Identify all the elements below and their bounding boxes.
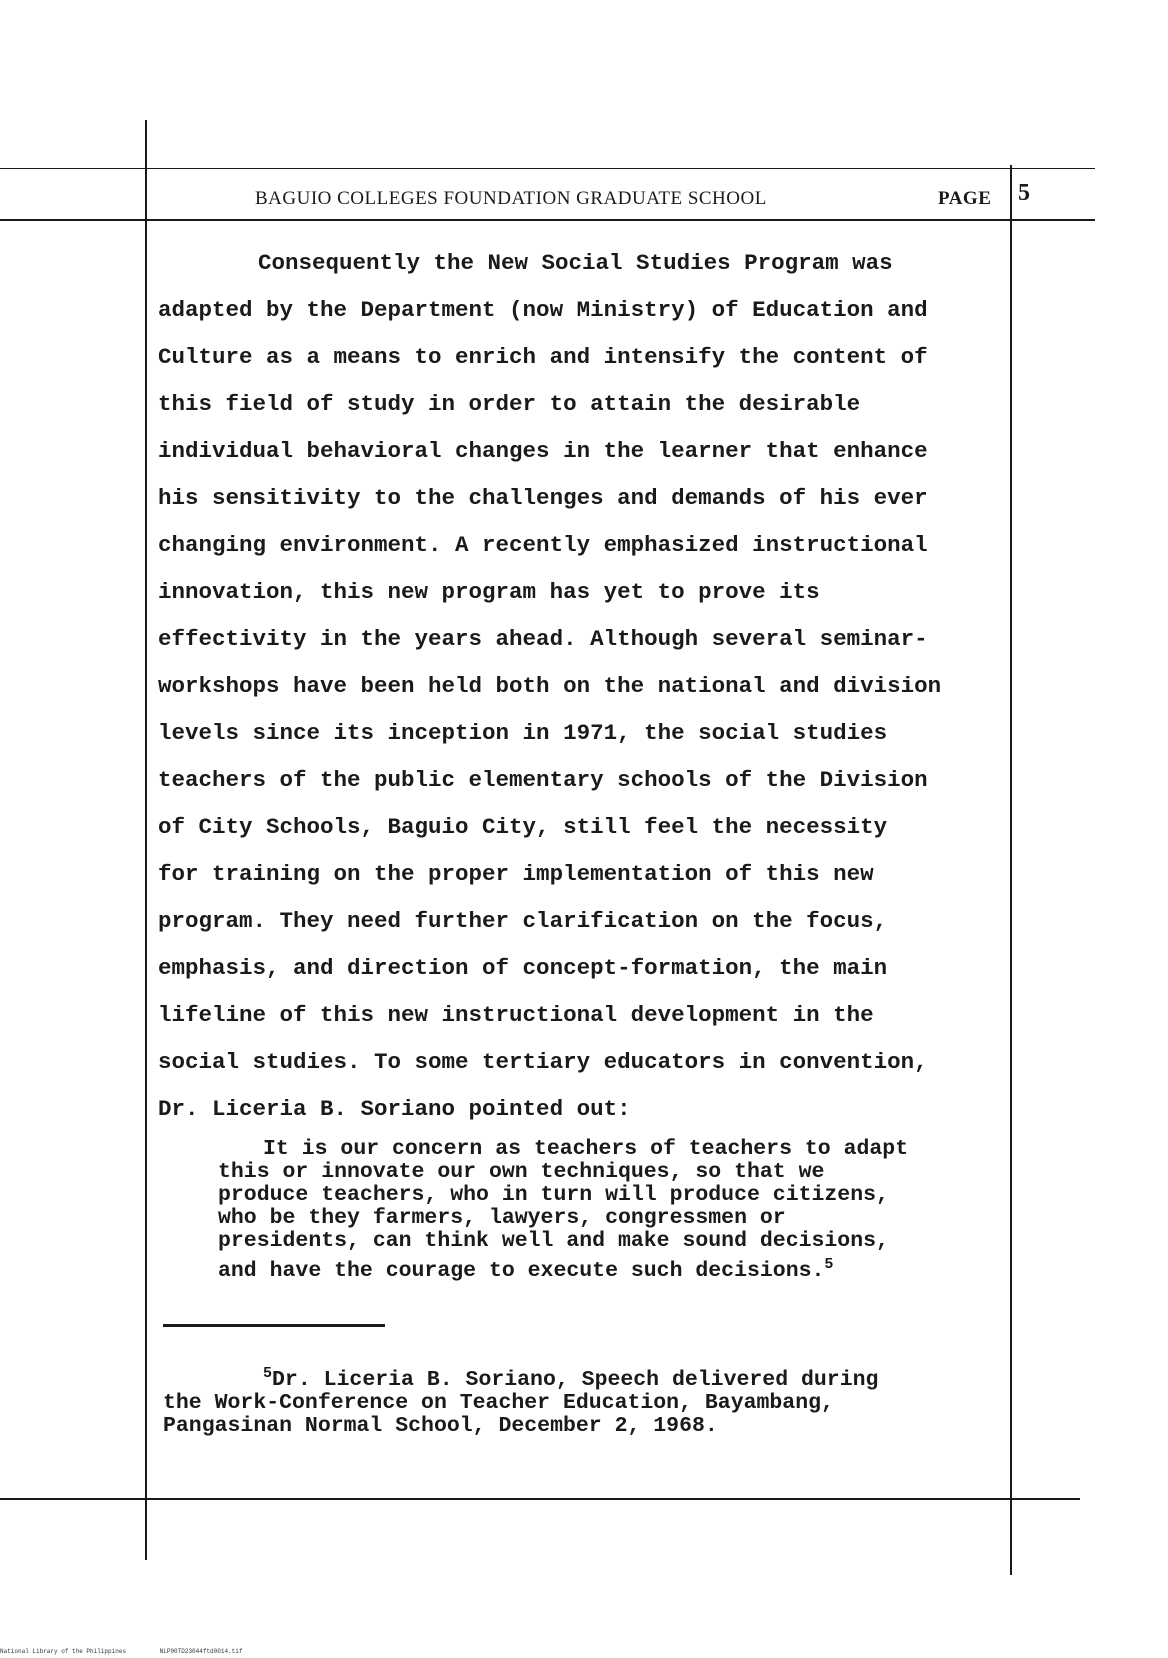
- body-paragraph: [158, 240, 1008, 1133]
- block-quote: [218, 1138, 1008, 1283]
- body-line: changing environment. A recently emphasized instructional: [158, 532, 928, 558]
- library-imprint: National Library of the Philippines: [0, 1648, 127, 1655]
- footnote-reference: 5: [824, 1256, 834, 1273]
- scan-imprint: [0, 1648, 272, 1655]
- page-label: PAGE: [938, 188, 992, 209]
- body-line: program. They need further clarification on the focus,: [158, 908, 888, 934]
- body-line: lifeline of this new instructional development in the: [158, 1002, 874, 1028]
- bottom-rule: [0, 1498, 1080, 1500]
- body-line: effectivity in the years ahead. Although several seminar-: [158, 626, 928, 652]
- header-top-rule: [0, 168, 1095, 169]
- body-line: innovation, this new program has yet to prove its: [158, 579, 820, 605]
- body-line: for training on the proper implementation of this new: [158, 861, 874, 887]
- page-number: 5: [1018, 180, 1030, 206]
- footnote-marker: 5: [263, 1365, 273, 1382]
- quote-line: this or innovate our own techniques, so that we: [218, 1160, 825, 1184]
- left-margin-rule: [145, 120, 147, 1560]
- body-line: emphasis, and direction of concept-formation, the main: [158, 955, 888, 981]
- footnote-text: Dr. Liceria B. Soriano, Speech delivered during: [272, 1368, 879, 1392]
- school-name: BAGUIO COLLEGES FOUNDATION GRADUATE SCHOOL: [255, 188, 767, 209]
- quote-line: It is our concern as teachers of teachers to adapt: [263, 1137, 909, 1161]
- footnote-line: the Work-Conference on Teacher Education, Bayambang,: [163, 1391, 834, 1415]
- body-line: individual behavioral changes in the learner that enhance: [158, 438, 928, 464]
- footnote-line: Pangasinan Normal School, December 2, 1968.: [163, 1414, 718, 1438]
- body-line: this field of study in order to attain the desirable: [158, 391, 861, 417]
- body-line: social studies. To some tertiary educators in convention,: [158, 1049, 928, 1075]
- quote-line: who be they farmers, lawyers, congressmen or: [218, 1206, 786, 1230]
- body-line: Consequently the New Social Studies Program was: [258, 250, 893, 276]
- file-imprint: NLP00TD23044ftd0014.tif: [159, 1648, 243, 1655]
- body-line: adapted by the Department (now Ministry) of Education and: [158, 297, 928, 323]
- body-line: Dr. Liceria B. Soriano pointed out:: [158, 1096, 631, 1122]
- body-line: workshops have been held both on the national and division: [158, 673, 942, 699]
- footnote-line: [163, 1362, 1013, 1392]
- body-line: teachers of the public elementary schools of the Division: [158, 767, 928, 793]
- quote-line: presidents, can think well and make sound decisions,: [218, 1229, 889, 1253]
- page-header: [150, 180, 1010, 220]
- quote-line: produce teachers, who in turn will produce citizens,: [218, 1183, 889, 1207]
- quote-line: and have the courage to execute such decisions.$^5$: [218, 1256, 834, 1283]
- body-line: of City Schools, Baguio City, still feel the necessity: [158, 814, 888, 840]
- footnote: [163, 1362, 1013, 1438]
- body-line: levels since its inception in 1971, the social studies: [158, 720, 888, 746]
- body-line: his sensitivity to the challenges and demands of his ever: [158, 485, 928, 511]
- footnote-separator: [163, 1324, 385, 1327]
- body-line: Culture as a means to enrich and intensify the content of: [158, 344, 928, 370]
